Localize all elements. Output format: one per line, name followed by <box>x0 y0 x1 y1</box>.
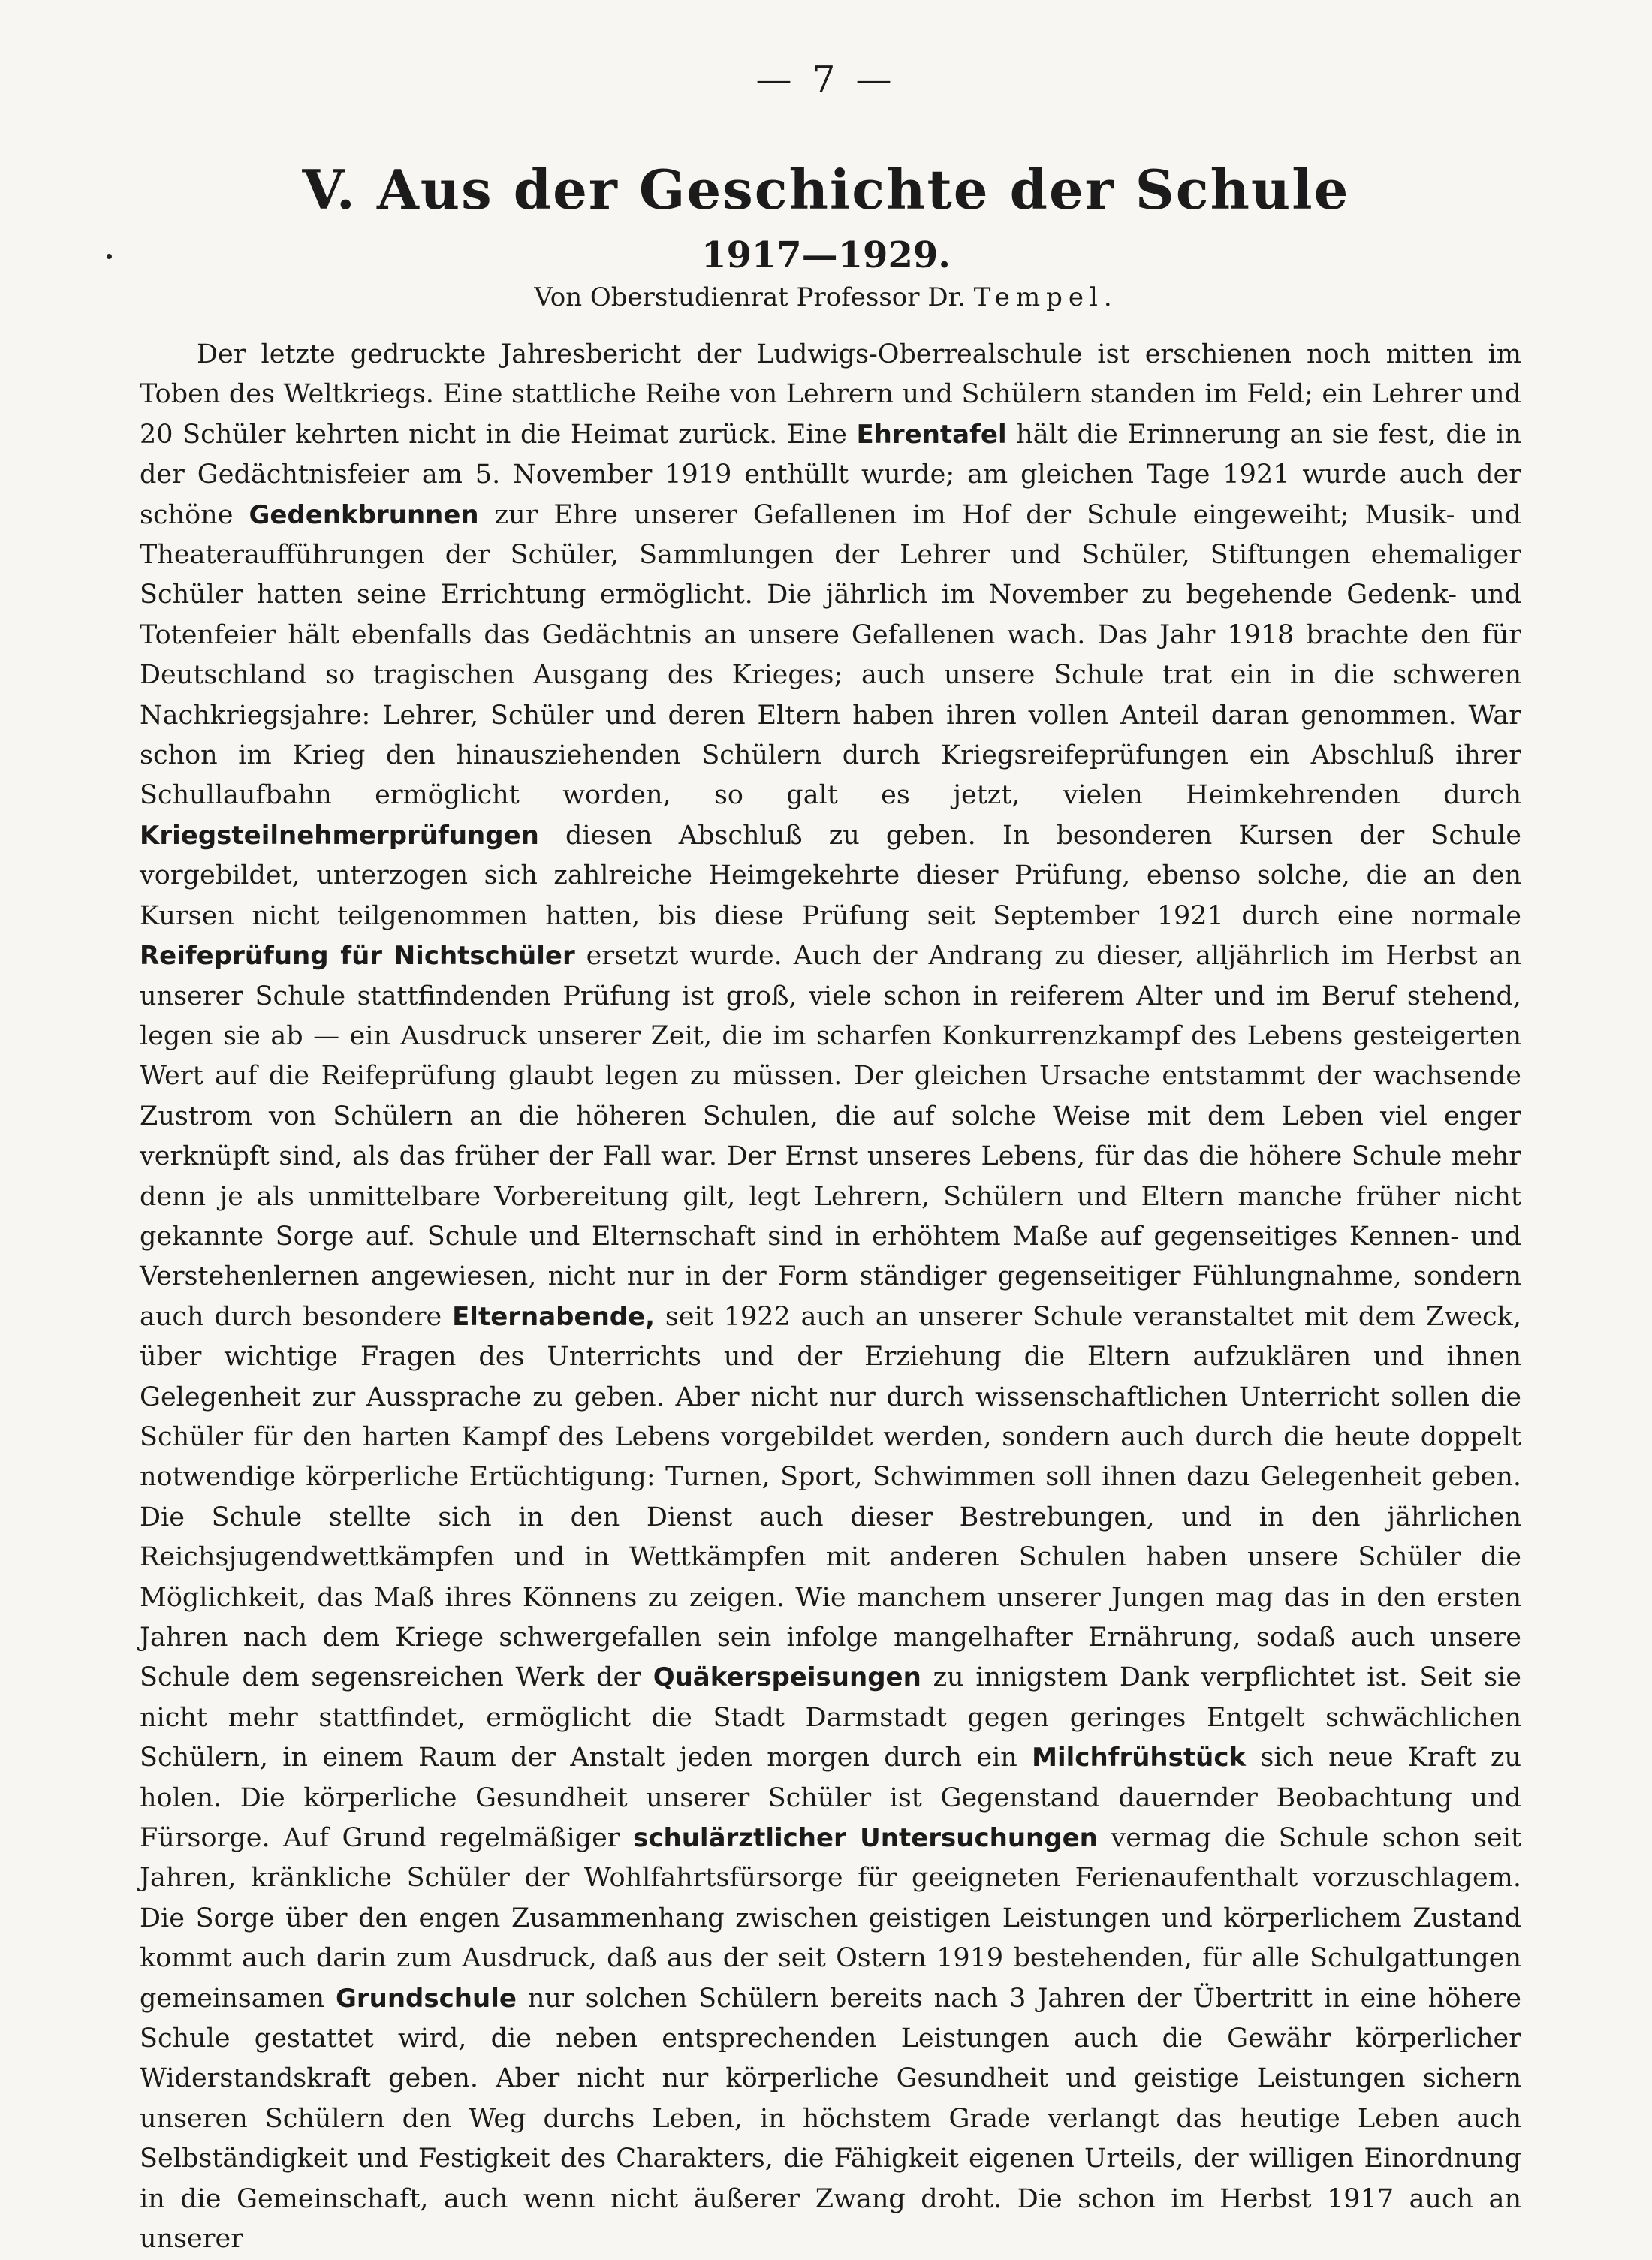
author-prefix: Von Oberstudienrat Professor Dr. <box>534 282 974 312</box>
body-text-5: ersetzt wurde. Auch der Andrang zu dieser, alljährlich im Herbst an unserer Schule stattfindenden Prüfung ist groß, viele schon in reiferem Alter und im Beruf stehend, legen sie ab — ein Ausdruck unserer Zeit, die im scharfen Konkurrenzkampf des Lebens gesteigerten Wert auf die Reifeprüfung glaubt legen zu müssen. Der gleichen Ursache entstammt der wachsende Zustrom von Schülern an die höheren Schulen, die auf solche Weise mit dem Leben viel enger verknüpft sind, als das früher der Fall war. Der Ernst unseres Lebens, für das die höhere Schule mehr denn je als unmittelbare Vorbereitung gilt, legt Lehrern, Schülern und Eltern manche früher nicht gekannte Sorge auf. Schule und Elternschaft sind in erhöhtem Maße auf gegenseitiges Kennen- und Verstehenlernen angewiesen, nicht nur in der Form ständiger gegenseitiger Fühlungnahme, sondern auch durch besondere <box>140 941 1521 1332</box>
emphasis-reifepruefung: Reifeprüfung für Nichtschüler <box>140 941 575 972</box>
emphasis-kriegsteilnehmerpruefungen: Kriegsteilnehmerprüfungen <box>140 820 539 851</box>
emphasis-ehrentafel: Ehrentafel <box>856 419 1007 450</box>
body-text-2: hält die Erinnerung an sie fest, die in der Gedächtnisfeier am 5. November 1919 enthüllt wurde; am gleichen Tage 1921 wurde auch der schöne <box>140 419 1521 530</box>
body-text-1: Der letzte gedruckte Jahresbericht der Ludwigs-Oberrealschule ist erschienen noch mitten im Toben des Weltkriegs. Eine stattliche Reihe von Lehrern und Schülern standen im Feld; ein Lehrer und 20 Schüler kehrten nicht in die Heimat zurück. Eine <box>140 339 1521 450</box>
body-text-9: vermag die Schule schon seit Jahren, kränkliche Schüler der Wohlfahrtsfürsorge für geeigneten Ferienaufenthalt vorzuschlagem. Die Sorge über den engen Zusammenhang zwischen geistigen Leistungen und körperlichem Zustand kommt auch darin zum Ausdruck, daß aus der seit Ostern 1919 bestehenden, für alle Schulgattungen gemeinsamen <box>140 1823 1522 2014</box>
emphasis-quaekerspeisungen: Quäkerspeisungen <box>653 1662 921 1693</box>
emphasis-grundschule: Grundschule <box>335 1983 517 2014</box>
body-text-3: zur Ehre unserer Gefallenen im Hof der Schule eingeweiht; Musik- und Theateraufführungen der Schüler, Sammlungen der Lehrer und Schüler, Stiftungen ehemaliger Schüler hatten seine Errichtung ermöglicht. Die jährlich im November zu begehende Gedenk- und Totenfeier hält ebenfalls das Gedächtnis an unsere Gefallenen wach. Das Jahr 1918 brachte den für Deutschland so tragischen Ausgang des Krieges; auch unsere Schule trat ein in die schweren Nachkriegsjahre: Lehrer, Schüler und deren Eltern haben ihren vollen Anteil daran genommen. War schon im Krieg den hinausziehenden Schülern durch Kriegsreifeprüfungen ein Abschluß ihrer Schullaufbahn ermöglicht worden, so galt es jetzt, vielen Heimkehrenden durch <box>140 499 1521 811</box>
emphasis-milchfruehstueck: Milchfrühstück <box>1032 1743 1247 1773</box>
body-text-8: sich neue Kraft zu holen. Die körperliche Gesundheit unserer Schüler ist Gegenstand dauernder Beobachtung und Fürsorge. Auf Grund regelmäßiger <box>140 1743 1521 1854</box>
body-text-7: zu innigstem Dank verpflichtet ist. Seit sie nicht mehr stattfindet, ermöglicht die Stadt Darmstadt gegen geringes Entgelt schwächlichen Schülern, in einem Raum der Anstalt jeden morgen durch ein <box>140 1662 1521 1773</box>
emphasis-elternabende: Elternabende, <box>452 1301 656 1332</box>
page-number: — 7 — <box>755 59 897 101</box>
body-paragraph <box>140 335 1521 2260</box>
author-name: Tempel. <box>973 282 1118 312</box>
body-text-4: diesen Abschluß zu geben. In besonderen Kursen der Schule vorgebildet, unterzogen sich zahlreiche Heimgekehrte dieser Prüfung, ebenso solche, die an den Kursen nicht teilgenommen hatten, bis diese Prüfung seit September 1921 durch eine normale <box>140 820 1521 931</box>
author-line <box>0 282 1652 312</box>
body-text-6: seit 1922 auch an unserer Schule veranstaltet mit dem Zweck, über wichtige Fragen des Unterrichts und der Erziehung die Eltern aufzuklären und ihnen Gelegenheit zur Aussprache zu geben. Aber nicht nur durch wissenschaftlichen Unterricht sollen die Schüler für den harten Kampf des Lebens vorgebildet werden, sondern auch durch die heute doppelt notwendige körperliche Ertüchtigung: Turnen, Sport, Schwimmen soll ihnen dazu Gelegenheit geben. Die Schule stellte sich in den Dienst auch dieser Bestrebungen, und in den jährlichen Reichsjugendwettkämpfen und in Wettkämpfen mit anderen Schulen haben unsere Schüler die Möglichkeit, das Maß ihres Könnens zu zeigen. Wie manchem unserer Jungen mag das in den ersten Jahren nach dem Kriege schwergefallen sein infolge mangelhafter Ernährung, sodaß auch unsere Schule dem segensreichen Werk der <box>140 1301 1521 1693</box>
section-years: 1917—1929. <box>701 234 951 276</box>
emphasis-gedenkbrunnen: Gedenkbrunnen <box>249 499 479 530</box>
section-title: V. Aus der Geschichte der Schule <box>302 158 1350 221</box>
emphasis-schulaerztliche-untersuchungen: schulärztlicher Untersuchungen <box>633 1823 1098 1854</box>
body-text-10: nur solchen Schülern bereits nach 3 Jahren der Übertritt in eine höhere Schule gestattet wird, die neben entsprechenden Leistungen auch die Gewähr körperlicher Widerstandskraft geben. Aber nicht nur körperliche Gesundheit und geistige Leistungen sichern unseren Schülern den Weg durchs Leben, in höchstem Grade verlangt das heutige Leben auch Selbständigkeit und Festigkeit des Charakters, die Fähigkeit eigenen Urteils, der willigen Einordnung in die Gemeinschaft, auch wenn nicht äußerer Zwang droht. Die schon im Herbst 1917 auch an unserer <box>140 1983 1521 2255</box>
